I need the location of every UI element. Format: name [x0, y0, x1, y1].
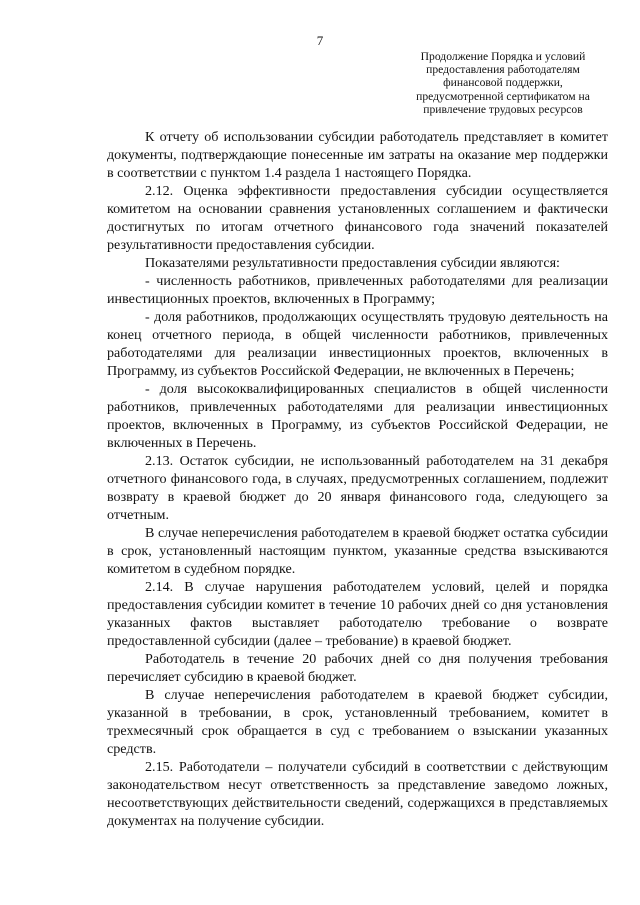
paragraph-2-15: 2.15. Работодатели – получатели субсидий в соответствии с действующим законодательством несут ответственность за представление заведомо ложных, несоответствующих действительности сведений, содержащихся в представляемых документах на получение субсидии. [107, 759, 608, 829]
document-header-note [388, 50, 618, 116]
list-item-indicator: - численность работников, привлеченных работодателями для реализации инвестиционных проектов, включенных в Программу; [107, 273, 608, 307]
paragraph-recovery: В случае неперечисления работодателем в краевой бюджет остатка субсидии в срок, установленный настоящим пунктом, указанные средства взыскиваются комитетом в судебном порядке. [107, 525, 608, 577]
header-note-line: предусмотренной сертификатом на [416, 89, 590, 103]
paragraph-indicators-intro: Показателями результативности предоставления субсидии являются: [145, 255, 560, 271]
paragraph-2-13: 2.13. Остаток субсидии, не использованный работодателем на 31 декабря отчетного финансового года, в случаях, предусмотренных соглашением, подлежит возврату в краевой бюджет до 20 января финансового года, следующего за отчетным. [107, 453, 608, 523]
paragraph-repayment: Работодатель в течение 20 рабочих дней со дня получения требования перечисляет субсидию в краевой бюджет. [107, 651, 608, 685]
paragraph-court: В случае неперечисления работодателем в краевой бюджет субсидии, указанной в требовании, в срок, установленный требованием, комитет в трехмесячный срок обращается в суд с требованием о взыскании указанных средств. [107, 687, 608, 757]
header-note-line: финансовой поддержки, [443, 76, 563, 90]
paragraph-2-14: 2.14. В случае нарушения работодателем условий, целей и порядка предоставления субсидии комитет в течение 10 рабочих дней со дня установления указанных фактов выставляет работодателю требование о возврате предоставленной субсидии (далее – требование) в краевой бюджет. [107, 579, 608, 649]
header-note-line: предоставления работодателям [426, 63, 580, 77]
page-number: 7 [316, 33, 324, 48]
header-note-line: привлечение трудовых ресурсов [423, 102, 583, 116]
list-item-indicator: - доля работников, продолжающих осуществлять трудовую деятельность на конец отчетного периода, в общей численности работников, привлеченных работодателями для реализации инвестиционных проектов, включенных в Программу, из субъектов Российской Федерации, не включенных в Перечень; [107, 309, 608, 379]
document-body [107, 128, 608, 830]
list-item-indicator: - доля высококвалифицированных специалистов в общей численности работников, привлеченных работодателями для реализации инвестиционных проектов, включенных в Программу, из субъектов Российской Федерации, не включенных в Перечень. [107, 381, 608, 451]
header-note-line: Продолжение Порядка и условий [420, 50, 586, 63]
paragraph-2-12: 2.12. Оценка эффективности предоставления субсидии осуществляется комитетом на основании сравнения установленных соглашением и фактически достигнутых по итогам отчетного финансового года значений показателей результативности предоставления субсидии. [107, 183, 608, 253]
paragraph-report-documents: К отчету об использовании субсидии работодатель представляет в комитет документы, подтверждающие понесенные им затраты на оказание мер поддержки в соответствии с пунктом 1.4 раздела 1 настоящего Порядка. [107, 129, 608, 181]
